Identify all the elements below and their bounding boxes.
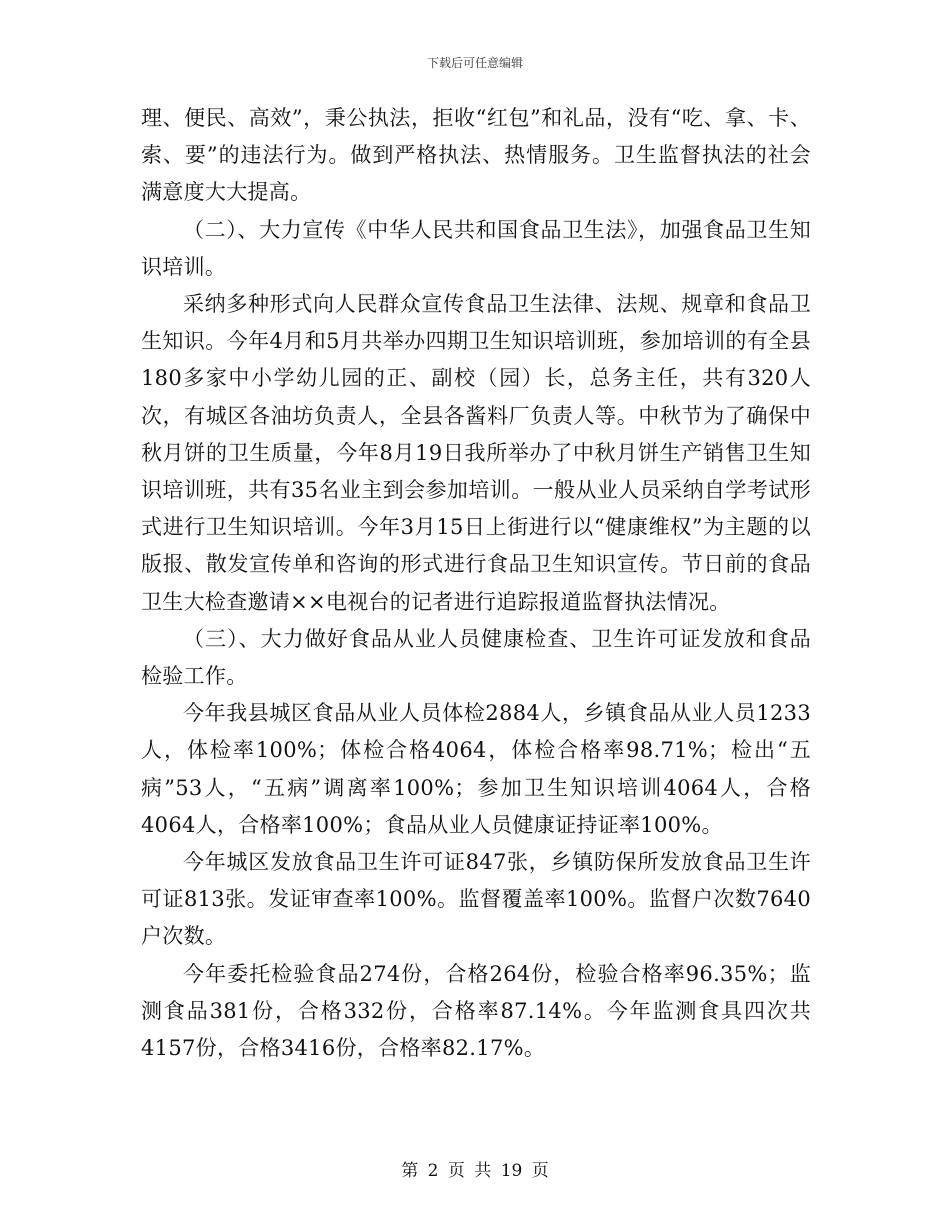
page-number-footer: 第 2 页 共 19 页 <box>401 1161 549 1181</box>
document-body <box>141 100 811 1067</box>
paragraph-inspection: 今年委托检验食品274份，合格264份，检验合格率96.35%；监测食品381份，合格332份，合格率87.14%。今年监测食具四次共4157份，合格3416份，合格率82.17%。 <box>141 961 811 1061</box>
section-heading-3: （三）、大力做好食品从业人员健康检查、卫生许可证发放和食品检验工作。 <box>141 626 811 689</box>
paragraph-health-check: 今年我县城区食品从业人员体检2884人，乡镇食品从业人员1233人，体检率100%；体检合格4064，体检合格率98.71%；检出“五病”53人，“五病”调离率100%；参加卫生知识培训4064人，合格4064人，合格率100%；食品从业人员健康证持证率100%。 <box>141 701 811 837</box>
page-header-note: 下载后可任意编辑 <box>426 56 523 70</box>
section-heading-2: （二）、大力宣传《中华人民共和国食品卫生法》，加强食品卫生知识培训。 <box>141 217 811 279</box>
paragraph-training: 采纳多种形式向人民群众宣传食品卫生法律、法规、规章和食品卫生知识。今年4月和5月共举办四期卫生知识培训班，参加培训的有全县180多家中小学幼儿园的正、副校（园）长，总务主任，共有320人次，有城区各油坊负责人，全县各酱料厂负责人等。中秋节为了确保中秋月饼的卫生质量，今年8月19日我所举办了中秋月饼生产销售卫生知识培训班，共有35名业主到会参加培训。一般从业人员采纳自学考试形式进行卫生知识培训。今年3月15日上街进行以“健康维权”为主题的以版报、散发宣传单和咨询的形式进行食品卫生知识宣传。节日前的食品卫生大检查邀请××电视台的记者进行追踪报道监督执法情况。 <box>141 292 811 614</box>
paragraph-license: 今年城区发放食品卫生许可证847张，乡镇防保所发放食品卫生许可证813张。发证审查率100%。监督覆盖率100%。监督户次数7640户次数。 <box>141 850 811 949</box>
paragraph-continuation: 理、便民、高效”，秉公执法，拒收“红包”和礼品，没有“吃、拿、卡、索、要”的违法行为。做到严格执法、热情服务。卫生监督执法的社会满意度大大提高。 <box>141 106 811 205</box>
